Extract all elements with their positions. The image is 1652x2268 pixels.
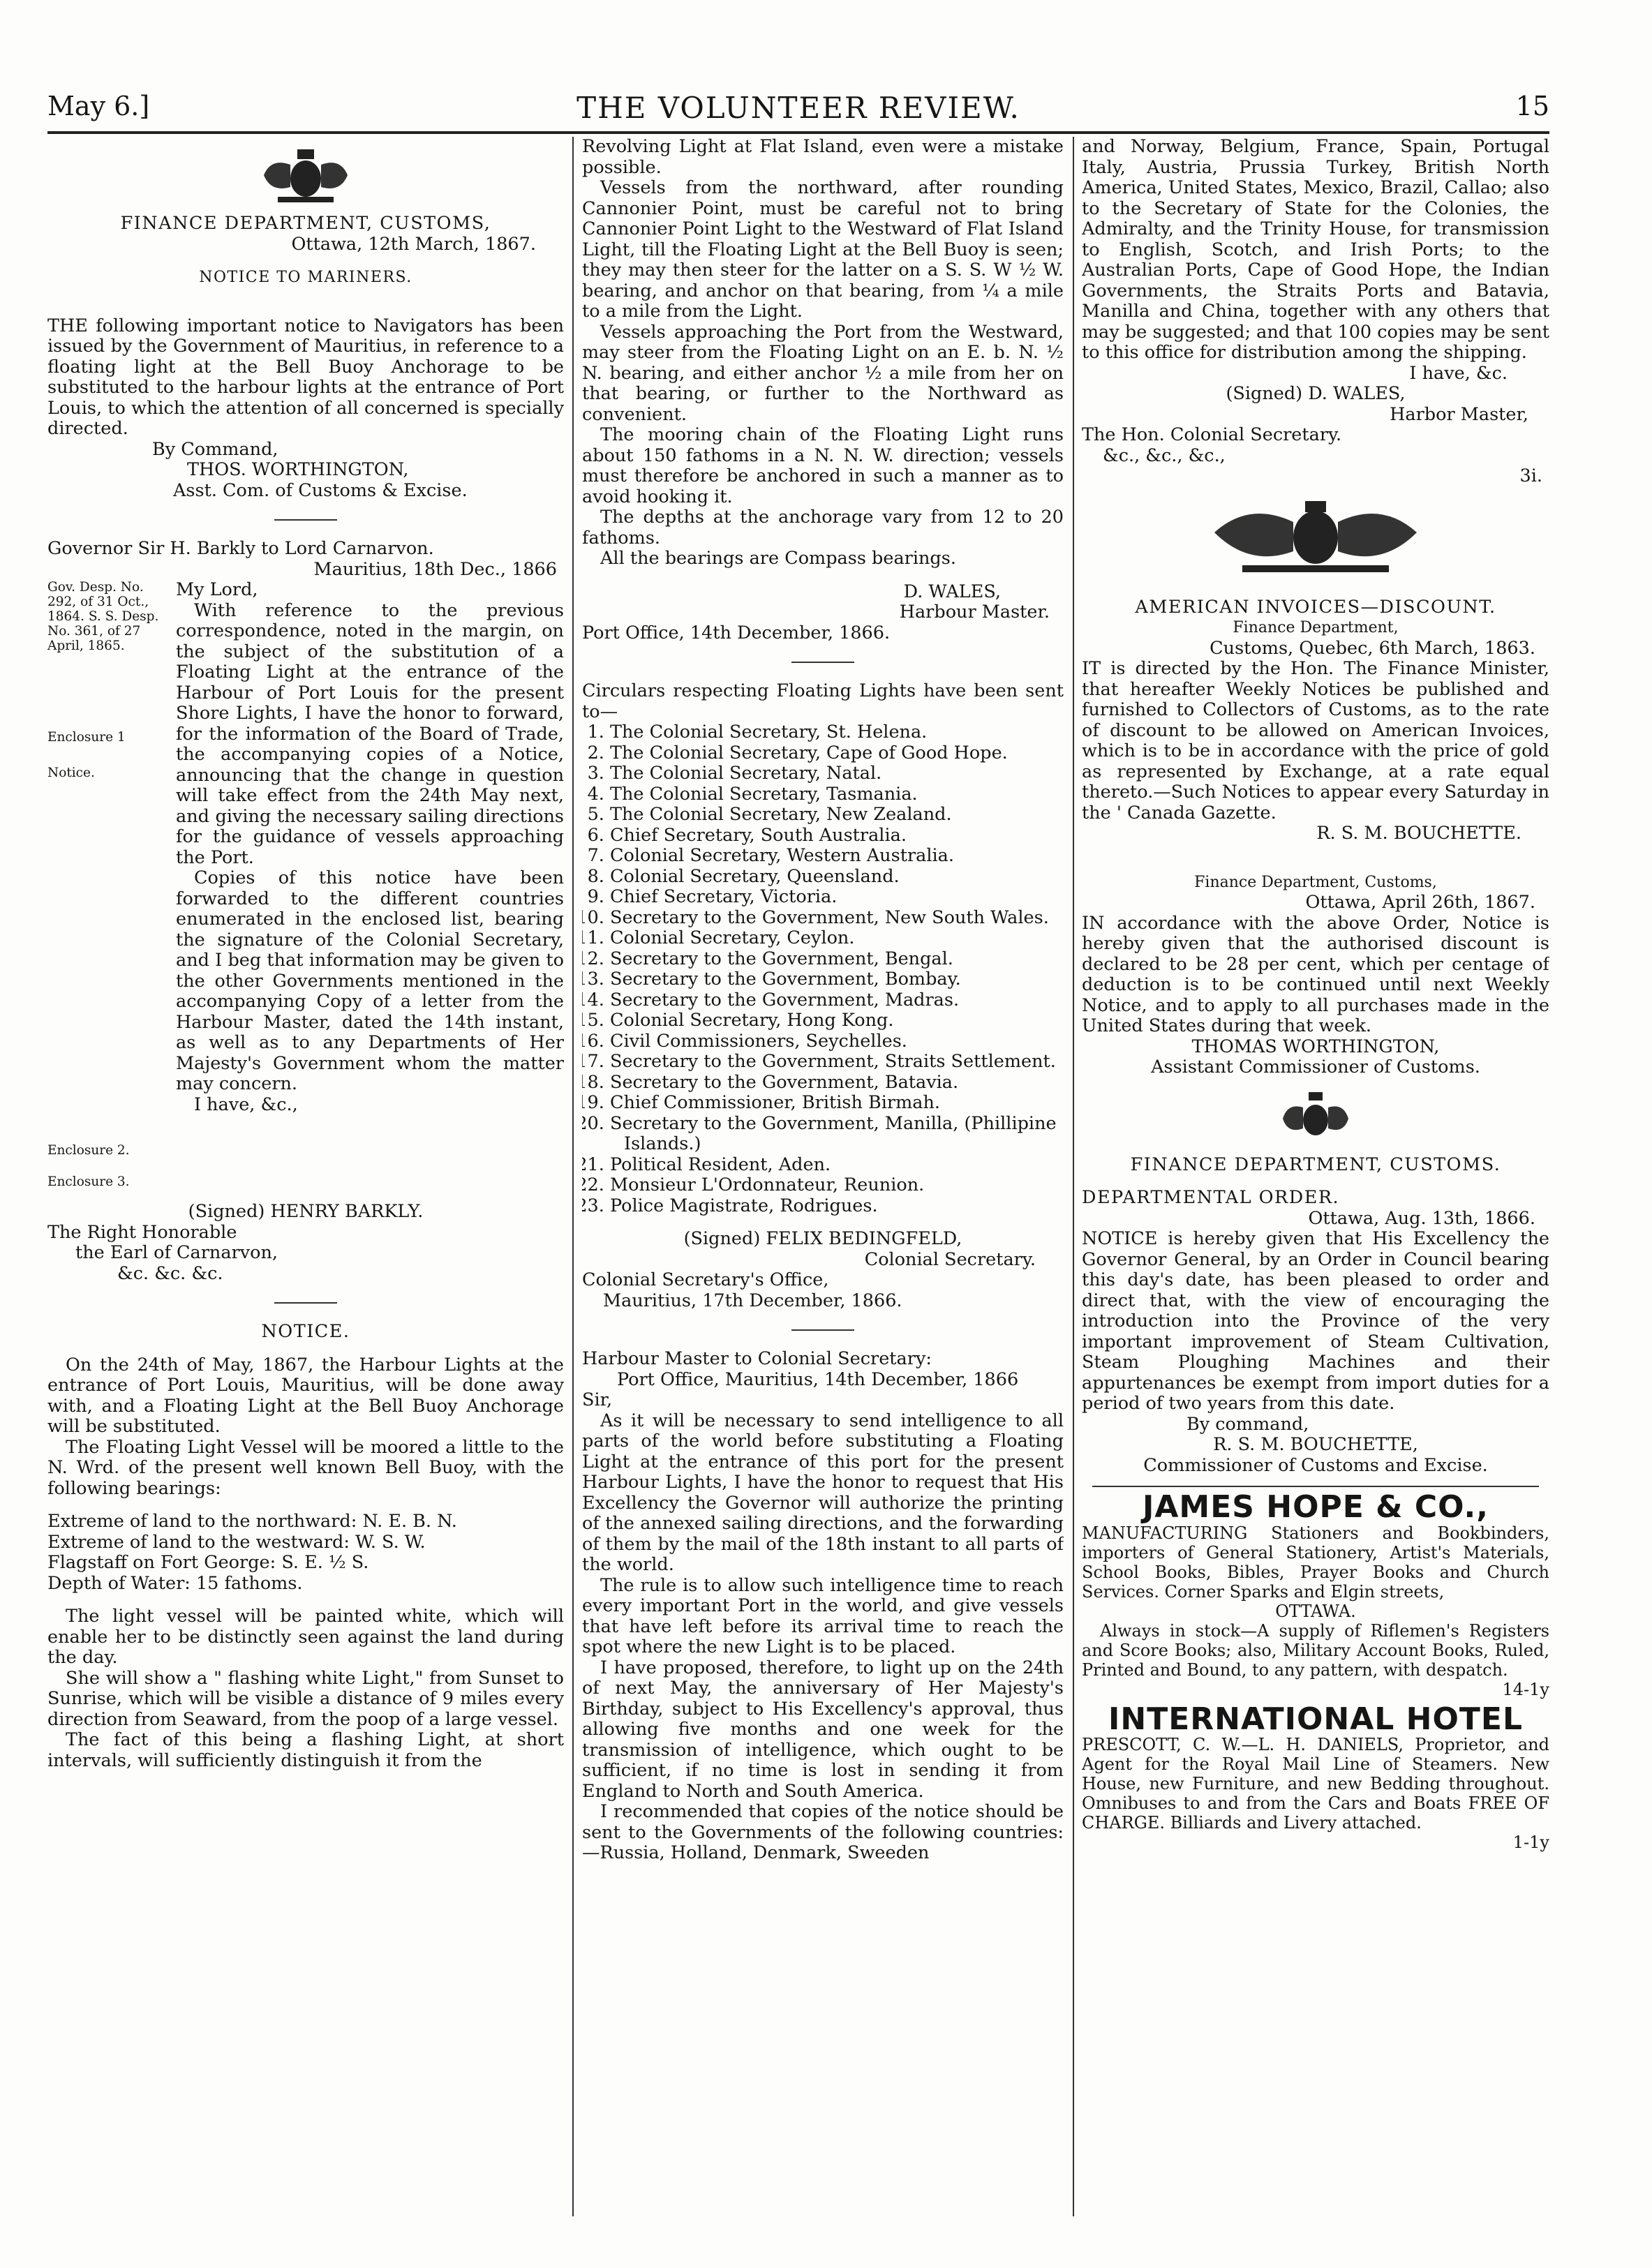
discount-dept: Finance Department, Customs, <box>1194 873 1437 891</box>
bedingfeld-title: Colonial Secretary. <box>864 1248 1036 1270</box>
circular-item: 11. Colonial Secretary, Ceylon. <box>610 928 1064 949</box>
col3-signer-title: Harbor Master, <box>1390 403 1528 425</box>
invoices-signer: R. S. M. BOUCHETTE. <box>1316 823 1521 844</box>
barkly-addressee-3: &c. &c. &c. <box>117 1262 223 1284</box>
barkly-dateline: Mauritius, 18th Dec., 1866 <box>313 558 557 580</box>
discount-signer-title: Assistant Commissioner of Customs. <box>1151 1057 1480 1077</box>
barkly-para-1: With reference to the previous correspondence, noted in the margin, on the subject of the substitution of a Floating Light at the entrance of the Harbour of Port Louis for the present Shore Lights, I have the honor to forward, for the information of the Board of Trade, the accompanying copies of a Notice, announcing that the change in question will take effect from the 24th May next, and giving the necessary sailing directions for the guidance of vessels approaching the Port. <box>176 599 564 868</box>
header-rule <box>47 131 1549 134</box>
circular-item: 16. Civil Commissioners, Seychelles. <box>610 1031 1064 1052</box>
notice-para-5: The fact of this being a flashing Light, at short intervals, will sufficiently distinguish it from the <box>47 1729 564 1771</box>
circulars-list <box>582 722 1064 1216</box>
col3-etc: &c., &c., &c., <box>1103 445 1226 466</box>
mariners-body: THE following important notice to Navigators has been issued by the Government of Mauritius, in reference to a floating light at the Bell Buoy Anchorage to be substituted to the harbour lights at the entrance of Port Louis, to which the attention of all concerned is specially directed. <box>47 315 564 439</box>
hm-para-4: I recommended that copies of the notice should be sent to the Governments of the following countries:—Russia, Holland, Denmark, Sweeden <box>582 1801 1064 1863</box>
col2-para-1: Vessels from the northward, after rounding Cannonier Point, must be careful not to bring Cannonier Point Light to the Westward of Flat Island Light, till the Floating Light at the Bell Buoy is seen; they may then steer for the latter on a S. S. W ½ W. bearing, and anchor on that bearing, from ¼ a mile to a mile from the Light. <box>582 177 1064 322</box>
col2-para-3: The mooring chain of the Floating Light runs about 150 fathoms in a N. N. W. direction; vessels must therefore be anchored in such a manner as to avoid hooking it. <box>582 424 1064 507</box>
circular-item: 7. Colonial Secretary, Western Australia. <box>610 846 1064 867</box>
bearing-item: Flagstaff on Fort George: S. E. ½ S. <box>47 1552 369 1573</box>
circular-item: 22. Monsieur L'Ordonnateur, Reunion. <box>610 1175 1064 1196</box>
col2-continuation: Revolving Light at Flat Island, even were a mistake possible. <box>582 137 1064 178</box>
barkly-signature: (Signed) HENRY BARKLY. <box>188 1201 424 1222</box>
wales-signer-title: Harbour Master. <box>899 602 1050 622</box>
discount-body: IN accordance with the above Order, Notice is hereby given that the authorised discount is declared to be 28 per cent, which per centage of deduction is to be continued until next Weekly Notice, and to apply to all purchases made in the United States during that week. <box>1082 912 1549 1036</box>
section-rule <box>274 519 337 521</box>
steam-dateline: Ottawa, Aug. 13th, 1866. <box>1308 1207 1535 1229</box>
page-number: 15 <box>1515 91 1549 121</box>
steam-signer-title: Commissioner of Customs and Excise. <box>1143 1454 1488 1476</box>
bedingfeld-office: Colonial Secretary's Office, <box>582 1269 829 1290</box>
barkly-salutation: My Lord, <box>176 579 258 600</box>
notice-para-1: On the 24th of May, 1867, the Harbour Lights at the entrance of Port Louis, Mauritius, will be done away with, and a Floating Light at the Bell Buoy Anchorage will be substituted. <box>47 1354 564 1437</box>
column-divider-2 <box>1073 137 1074 2216</box>
margin-enclosure-3: Enclosure 3. <box>47 1174 130 1189</box>
circular-item: 18. Secretary to the Government, Batavia. <box>610 1073 1064 1094</box>
wales-place-date: Port Office, 14th December, 1866. <box>582 622 891 643</box>
ad-hope-city: OTTAWA. <box>1275 1601 1356 1621</box>
barkly-body <box>47 580 564 1189</box>
bearing-item: Extreme of land to the northward: N. E. B. N. <box>47 1511 457 1532</box>
hm-heading: Harbour Master to Colonial Secretary: <box>582 1348 932 1369</box>
circular-item: 12. Secretary to the Government, Bengal. <box>610 949 1064 970</box>
hm-para-1: As it will be necessary to send intelligence to all parts of the world before substituting a Floating Light at the entrance of this port for the present Harbour Lights, I have the honor to request that His Excellency the Governor will authorize the printing of the annexed sailing directions, and the forwarding of them by the mail of the 18th instant to all parts of the world. <box>582 1410 1064 1575</box>
steam-dept: FINANCE DEPARTMENT, CUSTOMS. <box>1130 1154 1501 1175</box>
ad-hope-title: JAMES HOPE & CO., <box>1143 1489 1489 1525</box>
margin-despatch-ref: Gov. Desp. No. 292, of 31 Oct., 1864. S. S. Desp. No. 361, of 27 April, 1865. <box>47 580 159 653</box>
circular-item: 2. The Colonial Secretary, Cape of Good Hope. <box>610 743 1064 764</box>
discount-dateline: Ottawa, April 26th, 1867. <box>1305 892 1535 913</box>
column-divider-1 <box>572 137 574 2216</box>
ad-hope-body: MANUFACTURING Stationers and Bookbinders, importers of General Stationery, Artist's Materials, School Books, Bibles, Prayer Books and Church Services. Corner Sparks and Elgin streets, <box>1082 1523 1549 1602</box>
circular-item: 19. Chief Commissioner, British Birmah. <box>610 1093 1064 1114</box>
ornamental-arms-icon <box>1200 494 1431 578</box>
circular-item: 3. The Colonial Secretary, Natal. <box>610 763 1064 784</box>
margin-enclosure-2: Enclosure 2. <box>47 1143 130 1158</box>
ad-hope-ref: 14-1y <box>1502 1679 1549 1699</box>
barkly-closing: I have, &c., <box>194 1094 298 1115</box>
hm-salutation: Sir, <box>582 1389 613 1410</box>
mariners-dept: FINANCE DEPARTMENT, CUSTOMS, <box>120 213 491 234</box>
circular-item: 20. Secretary to the Government, Manilla, (Phillipine Islands.) <box>610 1114 1064 1155</box>
mariners-signer-title: Asst. Com. of Customs & Excise. <box>173 479 468 501</box>
barkly-addressee-2: the Earl of Carnarvon, <box>75 1242 278 1263</box>
margin-enclosure-1: Enclosure 1 <box>47 730 126 745</box>
invoices-heading: AMERICAN INVOICES—DISCOUNT. <box>1135 596 1496 618</box>
bearings-list <box>47 1512 564 1594</box>
circulars-intro: Circulars respecting Floating Lights have been sent to— <box>582 680 1064 722</box>
col2-para-2: Vessels approaching the Port from the Westward, may steer from the Floating Light on an E. b. N. ½ N. bearing, and either anchor ½ a mile from her on that bearing, or further to the Northward as convenient. <box>582 321 1064 425</box>
steam-body: NOTICE is hereby given that His Excellency the Governor General, by an Order in Council bearing this day's date, has been pleased to order and direct that, with the view of encouraging the introduction into the Province of the very important improvement of Steam Cultivation, Steam Ploughing Machines and their appurtenances be exempt from import duties for a period of two years from this date. <box>1082 1228 1549 1414</box>
newspaper-title: THE VOLUNTEER REVIEW. <box>576 91 1020 125</box>
col3-signature: (Signed) D. WALES, <box>1226 383 1406 404</box>
steam-signer: R. S. M. BOUCHETTE, <box>1213 1434 1418 1455</box>
hm-para-3: I have proposed, therefore, to light up on the 24th of next May, the anniversary of Her Majesty's Birthday, subject to His Excellency's approval, thus allowing five months and one week for the transmission of intelligence, which ought to be sufficient, if no time is lost in sending it from England to North and South America. <box>582 1657 1064 1802</box>
ad-hotel-body: PRESCOTT, C. W.—L. H. DANIELS, Proprietor, and Agent for the Royal Mail Line of Steamers. New House, new Furniture, and new Bedding throughout. Omnibuses to and from the Cars and Boats FREE OF CHARGE. Billiards and Livery attached. <box>1082 1735 1549 1833</box>
col3-addressee: The Hon. Colonial Secretary. <box>1082 424 1342 445</box>
ad-hotel <box>1082 1735 1549 1852</box>
col3-page-ref: 3i. <box>1519 465 1542 486</box>
circular-item: 4. The Colonial Secretary, Tasmania. <box>610 784 1064 805</box>
hm-para-2: The rule is to allow such intelligence time to reach every important Port in the world, and give vessels that have left before its arrival time to reach the spot where the new Light is to be placed. <box>582 1574 1064 1657</box>
mariners-by-command: By Command, <box>152 438 278 460</box>
bedingfeld-date: Mauritius, 17th December, 1866. <box>603 1290 902 1311</box>
ad-hope <box>1082 1523 1549 1699</box>
ad-hotel-ref: 1-1y <box>1512 1833 1549 1852</box>
mariners-dateline: Ottawa, 12th March, 1867. <box>291 233 536 255</box>
bearing-item: Extreme of land to the westward: W. S. W. <box>47 1531 426 1553</box>
circular-item: 23. Police Magistrate, Rodrigues. <box>610 1196 1064 1217</box>
barkly-heading: Governor Sir H. Barkly to Lord Carnarvon. <box>47 538 434 559</box>
section-rule <box>791 1329 854 1331</box>
invoices-dept: Finance Department, <box>1233 619 1399 636</box>
circular-item: 6. Chief Secretary, South Australia. <box>610 826 1064 846</box>
circular-item: 5. The Colonial Secretary, New Zealand. <box>610 805 1064 826</box>
col3-continuation: and Norway, Belgium, France, Spain, Portugal Italy, Austria, Prussia Turkey, British North America, United States, Mexico, Brazil, Callao; also to the Secretary of State for the Colonies, the Admiralty, and the Trinity House, for transmission to English, Scotch, and Irish Ports; to the Australian Ports, Cape of Good Hope, the Indian Governments, the Straits Ports and Batavia, Manilla and China, together with any others that may be suggested; and that 100 copies may be sent to this office for distribution among the shipping. <box>1082 137 1549 363</box>
notice-para-4: She will show a " flashing white Light," from Sunset to Sunrise, which will be visible a distance of 9 miles every direction from Seaward, from the poop of a large vessel. <box>47 1667 564 1730</box>
circular-item: 1. The Colonial Secretary, St. Helena. <box>610 722 1064 743</box>
notice-heading: NOTICE. <box>261 1321 350 1342</box>
col3-closing: I have, &c. <box>1409 362 1508 384</box>
royal-arms-icon <box>1277 1085 1354 1148</box>
mariners-heading: NOTICE TO MARINERS. <box>199 269 412 286</box>
discount-signer: THOMAS WORTHINGTON, <box>1191 1036 1440 1057</box>
column-3 <box>1082 137 1549 2216</box>
circular-item: 9. Chief Secretary, Victoria. <box>610 887 1064 908</box>
invoices-body: IT is directed by the Hon. The Finance Minister, that hereafter Weekly Notices be published and furnished to Collectors of Customs, as to the rate of discount to be allowed on American Invoices, which is to be in accordance with the price of gold as represented by Exchange, at a rate equal thereto.—Such Notices to appear every Saturday in the ' Canada Gazette. <box>1082 658 1549 823</box>
margin-notice: Notice. <box>47 766 95 780</box>
circular-item: 15. Colonial Secretary, Hong Kong. <box>610 1010 1064 1031</box>
invoices-dateline: Customs, Quebec, 6th March, 1863. <box>1210 637 1535 659</box>
barkly-addressee-1: The Right Honorable <box>47 1221 237 1243</box>
circular-item: 17. Secretary to the Government, Straits Settlement. <box>610 1052 1064 1073</box>
hm-dateline: Port Office, Mauritius, 14th December, 1866 <box>617 1368 1019 1390</box>
circular-item: 8. Colonial Secretary, Queensland. <box>610 867 1064 888</box>
steam-by-command: By command, <box>1186 1413 1309 1435</box>
barkly-marginalia <box>47 580 166 1189</box>
column-2 <box>582 137 1064 2216</box>
circular-item: 14. Secretary to the Government, Madras. <box>610 990 1064 1011</box>
notice-para-2: The Floating Light Vessel will be moored a little to the N. Wrd. of the present well known Bell Buoy, with the following bearings: <box>47 1436 564 1499</box>
ad-hotel-title: INTERNATIONAL HOTEL <box>1108 1701 1523 1737</box>
barkly-para-2: Copies of this notice have been forwarded to the different countries enumerated in the enclosed list, bearing the signature of the Colonial Secretary, and I beg that information may be given to the other Governments mentioned in the accompanying Copy of a letter from the Harbour Master, dated the 14th instant, as well as to any Departments of Her Majesty's Government whom the matter may concern. <box>176 867 564 1094</box>
circular-item: 21. Political Resident, Aden. <box>610 1155 1064 1176</box>
royal-arms-icon <box>250 144 362 207</box>
col2-para-4: The depths at the anchorage vary from 12 to 20 fathoms. <box>582 507 1064 549</box>
bedingfeld-signature: (Signed) FELIX BEDINGFELD, <box>683 1228 962 1249</box>
section-rule <box>791 662 854 663</box>
mariners-signer: THOS. WORTHINGTON, <box>187 459 409 480</box>
ad-hope-body-2: Always in stock—A supply of Riflemen's Registers and Score Books; also, Military Account Books, Ruled, Printed and Bound, to any pattern, with despatch. <box>1082 1620 1549 1680</box>
issue-date: May 6.] <box>47 91 150 121</box>
bearing-item: Depth of Water: 15 fathoms. <box>47 1572 303 1594</box>
notice-para-3: The light vessel will be painted white, which will enable her to be distinctly seen against the land during the day. <box>47 1606 564 1668</box>
steam-heading: DEPARTMENTAL ORDER. <box>1082 1187 1340 1208</box>
column-1 <box>47 137 564 2216</box>
ad-rule <box>1092 1486 1539 1487</box>
section-rule <box>274 1302 337 1304</box>
circular-item: 10. Secretary to the Government, New South Wales. <box>610 908 1064 929</box>
col2-para-5: All the bearings are Compass bearings. <box>600 548 956 569</box>
wales-signer: D. WALES, <box>903 581 1001 602</box>
circular-item: 13. Secretary to the Government, Bombay. <box>610 969 1064 990</box>
